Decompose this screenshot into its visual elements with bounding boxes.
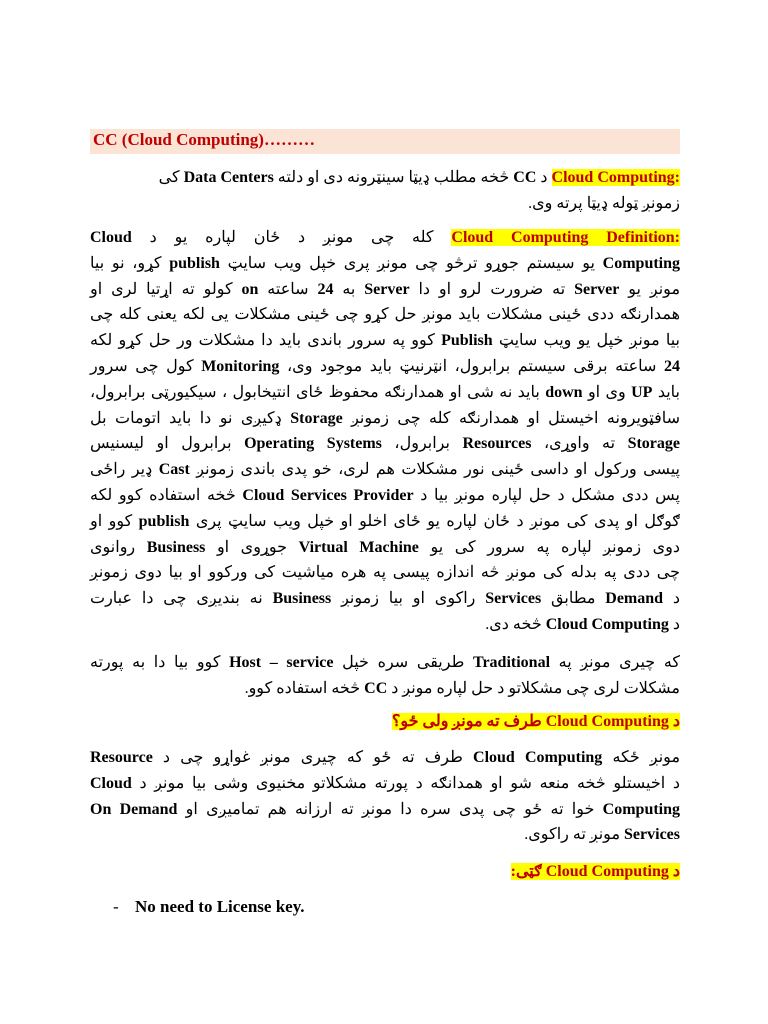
intro-line-2: زمونږ ټوله ډیټا پرته وی. [528, 194, 680, 212]
why-heading-text: د Cloud Computing طرف ته مونږ ولی ځو؟ [391, 713, 680, 730]
bullet-text: No need to License key. [135, 897, 305, 916]
benefits-heading [90, 860, 680, 884]
def-line: ګوګل او پدی کی مونږ د ځان لپاره یو ځای اخلو او خپل ویب سایټ پری publish کوو او [90, 512, 680, 530]
intro-paragraph [90, 165, 680, 217]
why-line: د اخیستلو څخه منعه شو او همدانګه د پورته مشکلاتو مخنیوی وشی بیا مونږ د Cloud [90, 774, 680, 792]
def-line: Storage ته واوړی، Resources برابرول، Operating Systems برابرول او لیسنیس [90, 435, 681, 453]
page-title: CC (Cloud Computing)……… [93, 130, 315, 149]
def-line: پس ددی مشکل د حل لپاره مونږ بیا د Cloud Services Provider څخه استفاده کوو لکه [90, 486, 681, 504]
why-heading [90, 710, 680, 734]
def-line: د Cloud Computing څخه دی. [485, 615, 680, 633]
bullet-item [113, 897, 305, 917]
def-line: سافټویرونه اخیستل او همدارنګه کله چی زمونږ Storage ډکیږی نو دا باید اتومات بل [90, 409, 680, 427]
def-line: 24 ساعته برقی سیستم برابرول، انټرنیټ باید موجود وی، Monitoring کول چی سرور [90, 357, 681, 375]
why-line: Services مونږ ته راکوی. [524, 826, 680, 844]
intro-line-1: :Cloud Computing د CC څخه مطلب ډیټا سینټرونه دی او دلته Data Centers کی [158, 169, 680, 186]
bullet-dash: - [113, 897, 119, 916]
why-line: Computing خوا ته ځو چی پدی سره دا مونږ ته ارزانه هم تماميږی او On Demand [90, 800, 681, 818]
def-line: :Cloud Computing Definition کله چی مونږ د ځان لپاره یو د Cloud [90, 229, 680, 246]
trad-line: که چیری مونږ په Traditional طریقی سره خپل Host – service کوو بیا دا به پورته [90, 654, 681, 671]
def-line: باید UP وی او down باید نه شی او همدارنګه محفوظ ځای انتیخابول ، سیکیورټی برابرول، [90, 383, 681, 401]
def-line: چی ددی په بدله کی مونږ څه اندازه پیسی په هره میاشیت کی ورکوو او بیا دوی زمونږ [90, 564, 681, 582]
def-line: دوی زمونږ لپاره په سرور کی یو Virtual Machine جوړوی او Business روانوی [90, 538, 681, 556]
benefits-heading-text: د Cloud Computing ګټی: [510, 863, 680, 880]
traditional-paragraph [90, 650, 680, 702]
why-paragraph [90, 745, 680, 848]
def-line: Computing یو سیستم جوړو ترڅو چی مونږ پری خپل ویب سایټ publish کړو، نو بیا [90, 254, 681, 272]
trad-line: مشکلات لری چی مشکلاتو د حل لپاره مونږ د CC څخه استفاده کوو. [244, 679, 680, 697]
def-line: د Demand مطابق Services راکوی او بیا زمونږ Business نه بندیږی چی دا عبارت [90, 590, 681, 608]
intro-label: :Cloud Computing [551, 169, 680, 186]
why-line: مونږ ځکه Cloud Computing طرف ته ځو که چیری مونږ غواړو چی د Resource [90, 749, 681, 766]
definition-paragraph [90, 225, 680, 638]
definition-label: :Cloud Computing Definition [451, 229, 680, 246]
def-line: همدارنګه ددی ځینی مشکلات باید مونږ حل کړو چی ځینی مشکلات یی لکه یعنی کله چی [90, 306, 680, 324]
def-line: مونږ یو Server ته ضرورت لرو او دا Server به 24 ساعته on کولو ته اړتیا لری او [90, 280, 681, 298]
def-line: پیسی ورکول او داسی ځینی نور مشکلات هم لری، خو پدی باندی زمونږ Cast ډیر راځی [90, 461, 680, 479]
def-line: بیا مونږ خپل یو ویب سایټ Publish کوو په سرور باندی باید دا مشکلات ور حل کړو لکه [90, 332, 680, 350]
